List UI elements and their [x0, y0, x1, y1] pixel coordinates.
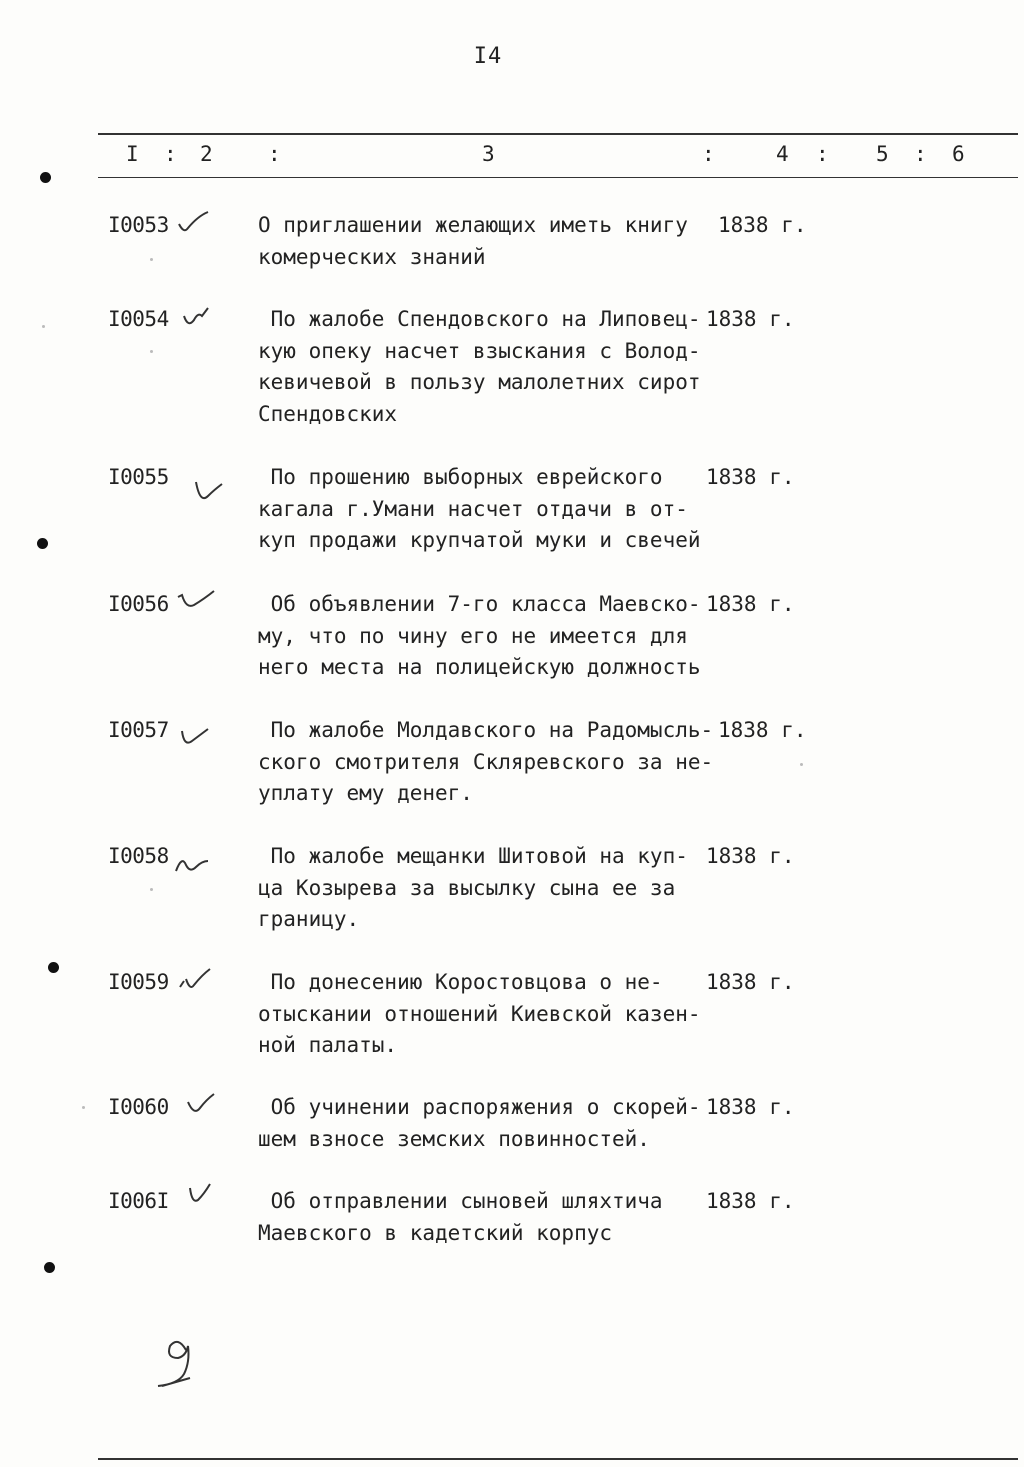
check-mark-icon [186, 1180, 226, 1208]
header-bottom-rule [98, 177, 1018, 178]
entry-line: ца Козырева за высылку сына ее за [258, 875, 676, 900]
entry-year: 1838 г. [718, 718, 807, 742]
check-mark-icon [178, 719, 218, 747]
header-sep-2: : [268, 142, 281, 166]
entry-number: I0055 [108, 465, 169, 489]
entry-line: Спендовских [258, 401, 398, 426]
entry-line: уплату ему денег. [258, 781, 473, 805]
header-sep-1: : [164, 142, 177, 166]
entry-number: I0059 [108, 970, 169, 994]
entry-number: I0053 [108, 213, 169, 237]
entry-line: ского смотрителя Скляревского за не- [258, 749, 714, 774]
entry-line: куп продажи крупчатой муки и свечей [258, 528, 701, 552]
entry-line: комерческих знаний [258, 244, 486, 269]
entry-line: границу. [258, 907, 360, 931]
header-top-rule [98, 133, 1018, 135]
entry-number: I0057 [108, 718, 169, 742]
header-sep-5: : [914, 142, 927, 166]
entry-description [258, 967, 718, 1062]
header-col-2: 2 [200, 142, 213, 166]
entry-description [258, 841, 718, 936]
binder-hole-dot [37, 538, 48, 549]
entry-year: 1838 г. [718, 213, 807, 237]
header-col-6: 6 [952, 142, 965, 166]
check-mark-icon [176, 208, 216, 236]
entry-year: 1838 г. [706, 1095, 795, 1119]
scan-speck [82, 1106, 85, 1109]
entry-line: По донесению Коростовцова о не- [258, 970, 663, 994]
binder-hole-dot [40, 172, 51, 183]
check-mark-icon [176, 587, 216, 615]
entry-description [258, 304, 718, 430]
entry-line: Об учинении распоряжения о скорей- [258, 1095, 701, 1119]
scan-speck [800, 763, 803, 766]
entry-line: По жалобе Спендовского на Липовец- [258, 307, 701, 331]
entry-line: му, что по чину его не имеется для [258, 623, 688, 648]
entry-line: отыскании отношений Киевской казен- [258, 1001, 701, 1026]
entry-line: кую опеку насчет взыскания с Волод- [258, 338, 701, 363]
check-mark-icon [178, 965, 218, 993]
entry-line: ной палаты. [258, 1033, 398, 1057]
scan-speck [150, 888, 153, 891]
header-col-1: I [126, 142, 139, 166]
binder-hole-dot [48, 962, 59, 973]
page-number: I4 [473, 44, 503, 69]
entry-number: I0060 [108, 1095, 169, 1119]
entry-year: 1838 г. [706, 970, 795, 994]
entry-line: кагала г.Умани насчет отдачи в от- [258, 496, 688, 521]
entry-description [258, 462, 718, 557]
entry-description [258, 1186, 718, 1249]
check-mark-icon [174, 847, 214, 875]
header-col-5: 5 [876, 142, 889, 166]
entry-number: I0058 [108, 844, 169, 868]
check-mark-icon [190, 474, 230, 502]
binder-hole-dot [44, 1262, 55, 1273]
entry-description [258, 210, 718, 273]
entry-number: I0054 [108, 307, 169, 331]
entry-line: По жалобе мещанки Шитовой на куп- [258, 844, 688, 868]
entry-description [258, 589, 718, 684]
entry-line: По жалобе Молдавского на Радомысль- [258, 718, 714, 742]
entry-year: 1838 г. [706, 1189, 795, 1213]
entry-year: 1838 г. [706, 465, 795, 489]
entry-year: 1838 г. [706, 592, 795, 616]
header-col-4: 4 [776, 142, 789, 166]
header-sep-4: : [816, 142, 829, 166]
entry-year: 1838 г. [706, 844, 795, 868]
entry-line: По прошению выборных еврейского [258, 465, 663, 489]
header-sep-3: : [702, 142, 715, 166]
check-mark-icon [184, 1090, 224, 1118]
check-mark-icon [180, 302, 220, 330]
header-col-3: 3 [482, 142, 495, 166]
scan-speck [42, 325, 45, 328]
footer-rule [98, 1458, 1018, 1460]
entry-number: I0056 [108, 592, 169, 616]
handwritten-mark-icon [148, 1332, 208, 1392]
entry-line: шем взносе земских повинностей. [258, 1126, 650, 1151]
entry-description [258, 1092, 718, 1155]
entry-line: Маевского в кадетский корпус [258, 1220, 613, 1245]
entry-line: О приглашении желающих иметь книгу [258, 213, 688, 237]
entry-line: Об объявлении 7-го класса Маевско- [258, 592, 701, 616]
entry-line: Об отправлении сыновей шляхтича [258, 1189, 663, 1213]
scan-speck [150, 350, 153, 353]
entry-description [258, 715, 718, 810]
entry-line: него места на полицейскую должность [258, 655, 701, 679]
entry-year: 1838 г. [706, 307, 795, 331]
scan-speck [150, 258, 153, 261]
entry-number: I006I [108, 1189, 169, 1213]
entry-line: кевичевой в пользу малолетних сирот [258, 370, 701, 394]
